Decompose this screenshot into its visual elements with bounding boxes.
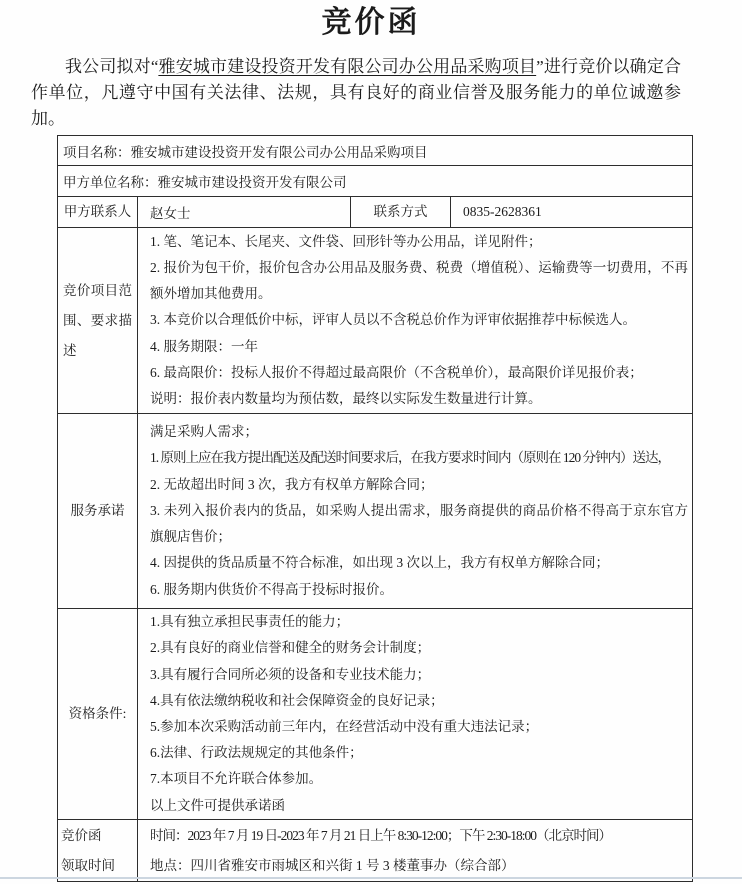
qualification-line: 1.具有独立承担民事责任的能力； [150, 614, 350, 630]
table-row-qualification [58, 609, 693, 820]
service-line: 满足采购人需求； [150, 424, 258, 440]
qualification-line: 5.参加本次采购活动前三年内，在经营活动中没有重大违法记录； [150, 719, 539, 734]
page-edge-divider [0, 877, 742, 879]
scope-line: 1. 笔、笔记本、长尾夹、文件袋、回形针等办公用品，详见附件； [150, 233, 542, 249]
document-title: 竞价函 [321, 6, 421, 39]
pickup-label-line2: 领取时间 [61, 857, 115, 873]
qualification-line: 3.具有履行合同所必须的设备和专业技术能力； [150, 666, 431, 682]
scope-line: 3. 本竞价以合理低价中标，评审人员以不含税总价作为评审依据推荐中标候选人。 [150, 312, 636, 328]
cell-pickup-content [138, 820, 693, 882]
bidding-info-table [57, 135, 693, 882]
intro-project-name-underlined: 雅安城市建设投资开发有限公司办公用品采购项目 [158, 57, 537, 76]
qualification-line: 6.法律、行政法规规定的其他条件； [150, 745, 363, 761]
service-line: 3. 未列入报价表内的货品，如采购人提出需求，服务商提供的商品价格不得高于京东官方旗舰店售价； [150, 502, 688, 545]
service-line: 6. 服务期内供货价不得高于投标时报价。 [150, 581, 393, 597]
pickup-place-line: 地点：四川省雅安市雨城区和兴街 1 号 3 楼董事办（综合部） [150, 857, 515, 873]
table-row-party-name [58, 166, 693, 197]
cell-contact-name: 赵女士 [138, 197, 351, 228]
table-row-project-name [58, 136, 693, 166]
scope-line: 6. 最高限价：投标人报价不得超过最高限价（不含税单价），最高限价详见报价表； [150, 364, 643, 380]
cell-pickup-label [58, 820, 138, 882]
cell-project-name: 项目名称：雅安城市建设投资开发有限公司办公用品采购项目 [58, 136, 693, 166]
intro-prefix: 我公司拟对“ [65, 57, 159, 76]
cell-contact-phone: 0835-2628361 [451, 197, 693, 228]
table-row-service [58, 414, 693, 609]
scope-line: 说明：报价表内数量均为预估数，最终以实际发生数量进行计算。 [150, 391, 542, 406]
qualification-line: 7.本项目不允许联合体参加。 [150, 771, 323, 787]
pickup-label-line1: 竞价函 [61, 827, 102, 843]
pickup-time-line: 时间：2023 年 7 月 19 日-2023 年 7 月 21 日上午 8:30-12:00；下午 2:30-18:00（北京时间） [150, 827, 611, 843]
table-row-scope [58, 228, 693, 414]
scope-line: 4. 服务期限：一年 [150, 338, 258, 354]
cell-contact-label: 甲方联系人 [58, 197, 138, 228]
table-row-pickup [58, 820, 693, 882]
cell-service-content [138, 414, 693, 609]
cell-party-name: 甲方单位名称：雅安城市建设投资开发有限公司 [58, 166, 693, 197]
cell-scope-label: 竞价项目范围、要求描述 [58, 228, 138, 414]
cell-scope-content [138, 228, 693, 414]
service-line: 1. 原则上应在我方提出配送及配送时间要求后，在我方要求时间内（原则在 120 分钟内）送达， [150, 450, 670, 466]
qualification-line: 4.具有依法缴纳税收和社会保障资金的良好记录； [150, 692, 444, 708]
qualification-line: 以上文件可提供承诺函 [150, 797, 285, 813]
intro-suffix: ”进行竞价以确定合作单位，凡遵守中国有关法律、法规，具有良好的商业信誉及服务能力的单位诚邀参加。 [31, 57, 682, 128]
cell-service-label: 服务承诺 [58, 414, 138, 609]
cell-qualification-content [138, 609, 693, 820]
service-line: 2. 无故超出时间 3 次，我方有权单方解除合同； [150, 476, 434, 492]
table-row-contact [58, 197, 693, 228]
service-line: 4. 因提供的货品质量不符合标准，如出现 3 次以上，我方有权单方解除合同； [150, 555, 609, 571]
cell-qualification-label: 资格条件: [58, 609, 138, 820]
qualification-line: 2.具有良好的商业信誉和健全的财务会计制度； [150, 640, 431, 656]
intro-paragraph [31, 54, 681, 132]
cell-contact-method-label: 联系方式 [351, 197, 451, 228]
scope-line: 2. 报价为包干价，报价包含办公用品及服务费、税费（增值税）、运输费等一切费用，不再额外增加其他费用。 [150, 259, 688, 302]
